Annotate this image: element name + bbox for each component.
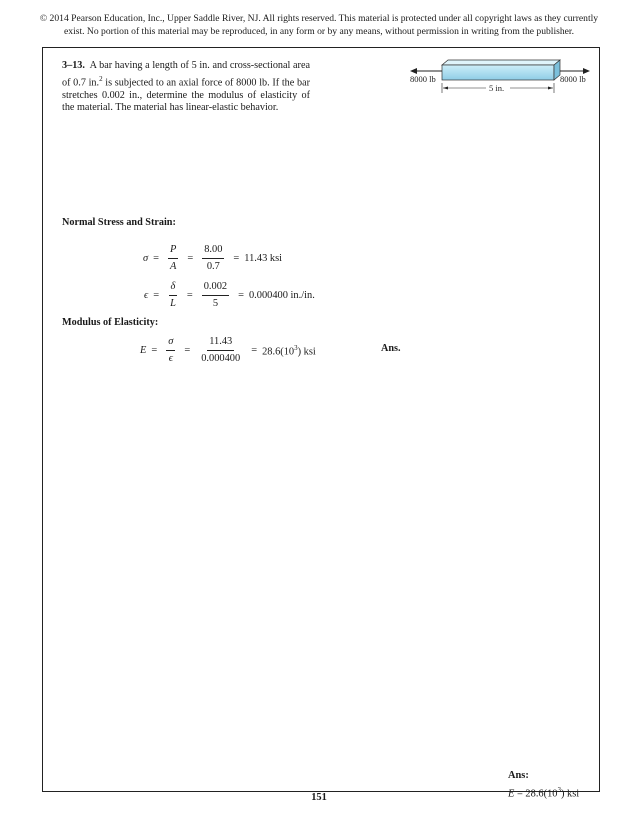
copyright-line-1: © 2014 Pearson Education, Inc., Upper Saddle River, NJ. All rights reserved. This material is protected under all copyright laws as they currently [39, 13, 599, 24]
strain-denominator-value: 5 [212, 298, 219, 309]
modulus-result-pre: 28.6(10 [262, 346, 295, 358]
strain-equation: ϵ = $\frac{\delta}{L}$ = $\frac{0.002}{5}$ = 0.000400 in./in. [144, 281, 315, 309]
bar-figure [408, 56, 592, 96]
length-label: 5 in. [489, 83, 505, 93]
copyright-line-2: exist. No portion of this material may be reproduced, in any form or by any means, without permission in writing from the publisher. [64, 26, 574, 37]
dimension-arrow-left [443, 87, 448, 90]
modulus-fraction-symbolic [166, 336, 175, 365]
problem-text-part1: A bar having a length of 5 in. and cross-sectional area of 0.7 in. [62, 60, 310, 88]
stress-denominator-symbol: A [170, 261, 177, 272]
answer-value-post: ) ksi [560, 788, 580, 800]
strain-symbol: ϵ [144, 290, 149, 301]
modulus-numerator-value: 11.43 [207, 336, 234, 351]
modulus-symbol: E [140, 345, 147, 356]
problem-text-part2: is subjected to an axial force of 8000 lb. If the bar stretches 0.002 in., determine the modulus of elasticity of the material. The material has linear-elastic behavior. [62, 76, 310, 114]
answer-symbol: E [508, 788, 515, 800]
strain-numerator-symbol: δ [169, 281, 178, 296]
copyright-notice [0, 12, 638, 38]
page-number: 151 [311, 792, 327, 803]
stress-numerator-symbol: P [168, 244, 178, 259]
left-force-label: 8000 lb [410, 74, 436, 84]
modulus-result-post: ) ksi [297, 346, 316, 358]
stress-fraction-numeric [202, 244, 224, 273]
strain-numerator-value: 0.002 [202, 281, 229, 296]
stress-symbol: σ [143, 253, 149, 264]
bar-diagram [408, 56, 592, 96]
bar-top-face [442, 60, 560, 65]
answer-label: Ans: [508, 770, 529, 781]
stress-fraction-symbolic [168, 244, 178, 273]
modulus-fraction-numeric [199, 336, 242, 365]
stress-denominator-value: 0.7 [206, 261, 220, 272]
problem-number: 3–13. [62, 60, 85, 71]
heading-modulus: Modulus of Elasticity: [62, 317, 159, 328]
problem-statement [62, 60, 310, 115]
strain-fraction-numeric [202, 281, 229, 310]
stress-numerator-value: 8.00 [202, 244, 224, 259]
modulus-result-exponent: 3 [294, 343, 298, 352]
strain-fraction-symbolic [168, 281, 178, 310]
modulus-result [262, 344, 316, 357]
right-force-label: 8000 lb [560, 74, 586, 84]
answer-value-pre: = 28.6(10 [516, 788, 558, 800]
ans-label: Ans. [381, 343, 401, 354]
modulus-denominator-value: 0.000400 [201, 353, 241, 364]
page-frame [42, 47, 600, 792]
answer-value-exponent: 3 [557, 786, 561, 794]
modulus-denominator-symbol: ϵ [168, 353, 173, 364]
dimension-arrow-right [548, 87, 553, 90]
modulus-equation: E = $\frac{\sigma}{\epsilon}$ = $\frac{11.43}{0.000400}$ = $28.6(10^3)$ ksi [140, 336, 316, 364]
strain-denominator-symbol: L [170, 298, 176, 309]
strain-result: 0.000400 in./in. [248, 290, 315, 301]
stress-result: 11.43 ksi [244, 253, 283, 264]
stress-equation: σ = $\frac{P}{A}$ = $\frac{8.00}{0.7}$ = 11.43 ksi [143, 244, 283, 272]
problem-text-sup: 2 [99, 74, 103, 83]
bar-front-face [442, 65, 554, 80]
heading-stress-strain: Normal Stress and Strain: [62, 217, 176, 228]
modulus-numerator-symbol: σ [166, 336, 175, 351]
